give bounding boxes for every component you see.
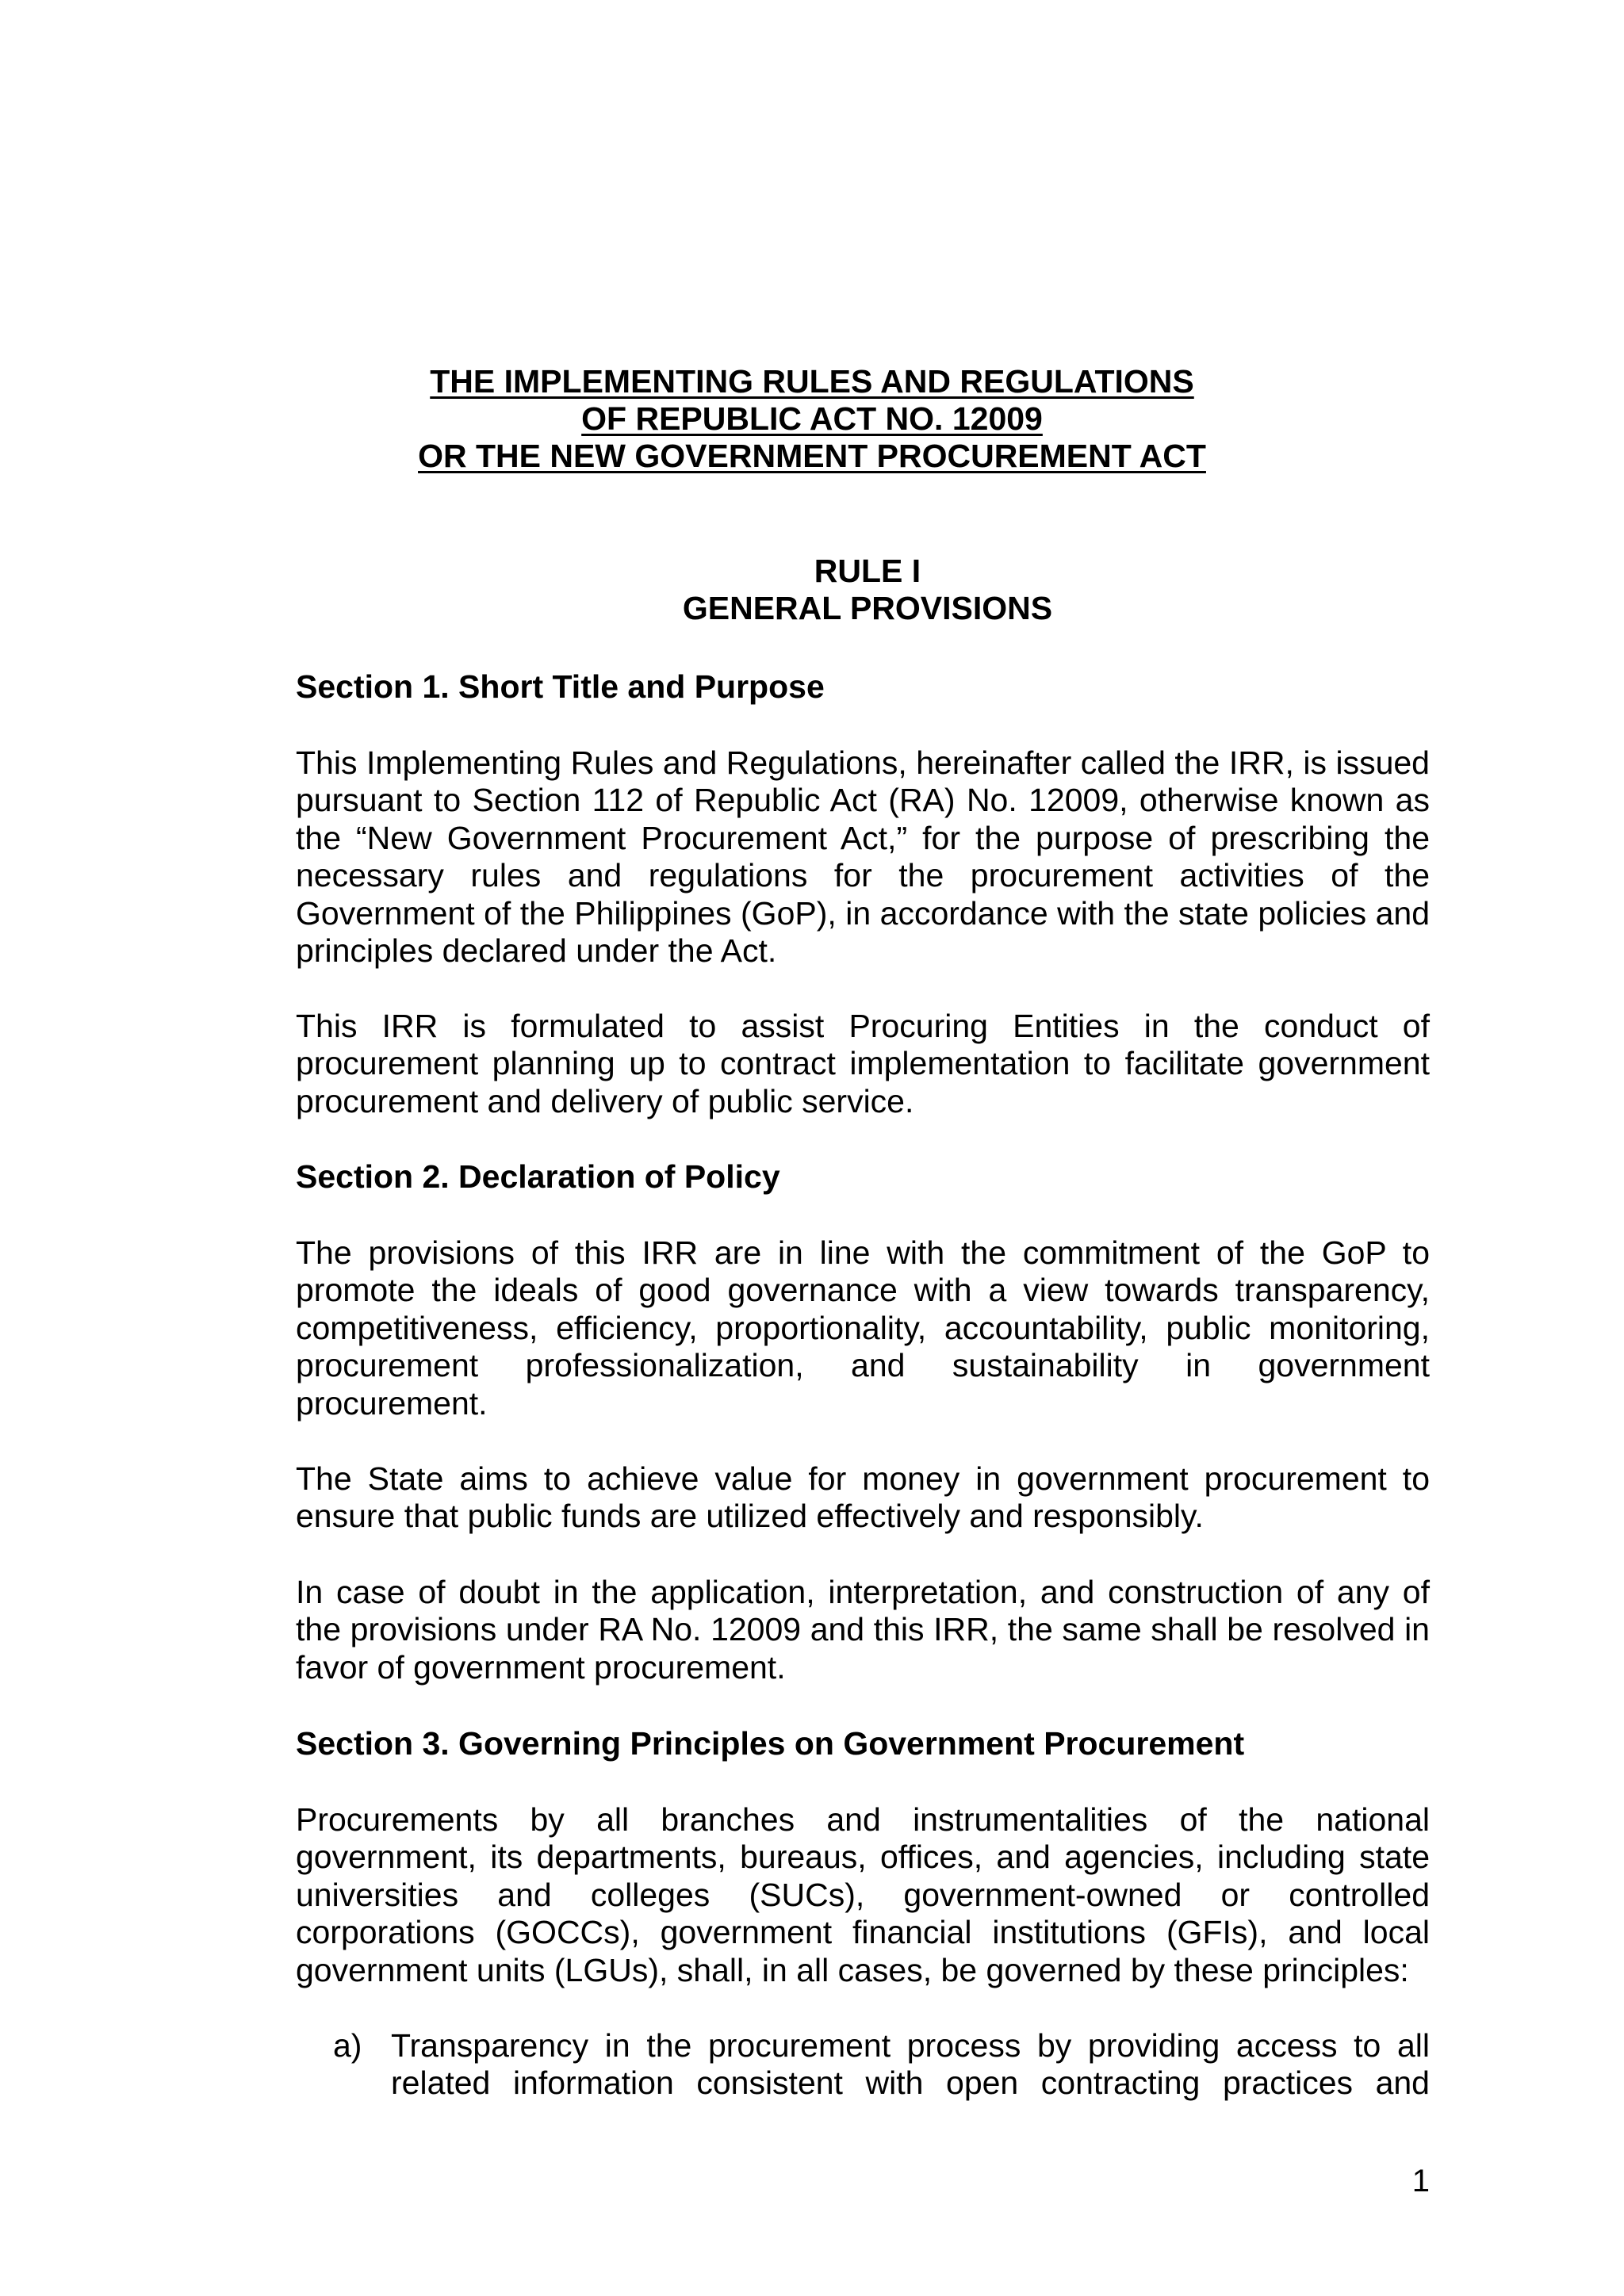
title-line-3: OR THE NEW GOVERNMENT PROCUREMENT ACT (418, 438, 1206, 474)
title-line-2: OF REPUBLIC ACT NO. 12009 (581, 400, 1043, 437)
rule-name: GENERAL PROVISIONS (682, 590, 1053, 626)
rule-number: RULE I (814, 553, 921, 589)
list-item-marker: a) (333, 2027, 362, 2064)
list-item-text: Transparency in the procurement process by providing access to all related information consistent with open contracting practices and (391, 2027, 1430, 2102)
rule-heading (0, 553, 1624, 627)
title-line-1: THE IMPLEMENTING RULES AND REGULATIONS (430, 363, 1194, 400)
section-1-paragraph-1: This Implementing Rules and Regulations, hereinafter called the IRR, is issued pursuant to Section 112 of Republic Act (RA) No. 12009, otherwise known as the “New Government Procurement Act,” for the purpose of prescribing the necessary rules and regulations for the procurement activities of the Government of the Philippines (GoP), in accordance with the state policies and principles declared under the Act. (296, 744, 1430, 970)
section-1-paragraph-2: This IRR is formulated to assist Procuring Entities in the conduct of procurement planning up to contract implementation to facilitate government procurement and delivery of public service. (296, 1008, 1430, 1119)
section-2-paragraph-3: In case of doubt in the application, interpretation, and construction of any of the provisions under RA No. 12009 and this IRR, the same shall be resolved in favor of government procurement. (296, 1574, 1430, 1686)
list-item (333, 2027, 1430, 2103)
section-1-heading: Section 1. Short Title and Purpose (296, 668, 825, 705)
section-3-paragraph-1: Procurements by all branches and instrumentalities of the national government, its departments, bureaus, offices, and agencies, including state universities and colleges (SUCs), government-owned or controlled corporations (GOCCs), government financial institutions (GFIs), and local government units (LGUs), shall, in all cases, be governed by these principles: (296, 1801, 1430, 1988)
section-2-paragraph-2: The State aims to achieve value for money in government procurement to ensure that public funds are utilized effectively and responsibly. (296, 1460, 1430, 1535)
section-3-heading: Section 3. Governing Principles on Government Procurement (296, 1725, 1245, 1762)
section-2-paragraph-1: The provisions of this IRR are in line with the commitment of the GoP to promote the ideals of good governance with a view towards transparency, competitiveness, efficiency, proportionality, accountability, public monitoring, procurement professionalization, and sustainability in government procurement. (296, 1234, 1430, 1422)
document-title (0, 363, 1624, 475)
section-2-heading: Section 2. Declaration of Policy (296, 1158, 780, 1195)
page-number: 1 (1411, 2164, 1430, 2198)
